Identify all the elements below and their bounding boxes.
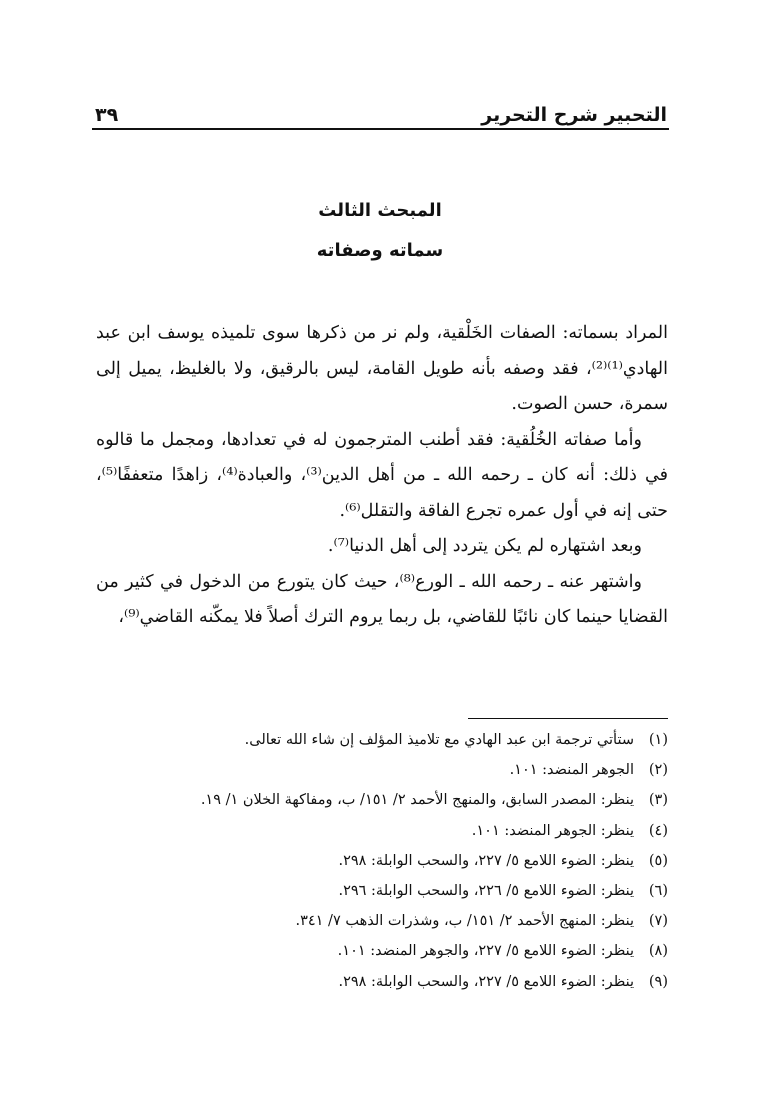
section-heading: المبحث الثالث — [318, 200, 442, 221]
running-head-title: التحبير شرح التحرير — [481, 104, 667, 126]
paragraph: واشتهر عنه ـ رحمه الله ـ الورع⁽⁸⁾، حيث كان يتورع من الدخول في كثير من القضايا حينما كان نائبًا للقاضي، بل ربما يروم الترك أصلاً فلا يمكّنه القاضي⁽⁹⁾، — [96, 571, 668, 627]
footnote-number: (٧) — [648, 913, 668, 930]
footnote-number: (٩) — [648, 973, 668, 990]
footnote-text: الجوهر المنضد: ١٠١. — [509, 762, 634, 779]
footnote — [96, 755, 668, 785]
footnote — [96, 816, 668, 846]
paragraph: وأما صفاته الخُلُقية: فقد أطنب المترجمون له في تعدادها، ومجمل ما قالوه في ذلك: أنه كان ـ رحمه الله ـ من أهل الدين⁽³⁾، والعبادة⁽⁴⁾، زاهدًا متعففًا⁽⁵⁾، حتى إنه في أول عمره تجرع الفاقة والتقلل⁽⁶⁾. — [96, 429, 669, 521]
paragraph: وبعد اشتهاره لم يكن يتردد إلى أهل الدنيا⁽⁷⁾. — [327, 536, 642, 556]
footnote-text: ينظر: المصدر السابق، والمنهج الأحمد ٢/ ١٥١/ ب، ومفاكهة الخلان ١/ ١٩. — [200, 792, 634, 809]
body-text — [96, 316, 668, 636]
footnote-number: (٢) — [648, 762, 668, 779]
footnote — [96, 725, 668, 755]
footnote-rule — [468, 718, 668, 719]
paragraph: المراد بسماته: الصفات الخَلْقية، ولم نر من ذكرها سوى تلميذه يوسف ابن عبد الهادي⁽¹⁾⁽²⁾، فقد وصفه بأنه طويل القامة، ليس بالرقيق، ولا بالغليظ، يميل إلى سمرة، حسن الصوت. — [96, 323, 668, 414]
footnote-number: (٦) — [648, 883, 668, 900]
footnote — [96, 906, 668, 936]
footnote — [96, 785, 668, 815]
footnote-text: ينظر: الضوء اللامع ٥/ ٢٢٧، والسحب الوابلة: ٢٩٨. — [338, 973, 634, 990]
footnote-text: ينظر: الضوء اللامع ٥/ ٢٢٧، والجوهر المنضد: ١٠١. — [337, 943, 634, 960]
footnote — [96, 846, 668, 876]
footnote — [96, 967, 668, 997]
footnote — [96, 876, 668, 906]
footnote — [96, 936, 668, 966]
section-title: سماته وصفاته — [316, 240, 444, 261]
footnote-number: (٥) — [648, 852, 668, 869]
page-number: ٣٩ — [95, 104, 119, 126]
footnote-text: ينظر: المنهج الأحمد ٢/ ١٥١/ ب، وشذرات الذهب ٧/ ٣٤١. — [295, 913, 634, 930]
footnote-text: ينظر: الضوء اللامع ٥/ ٢٢٧، والسحب الوابلة: ٢٩٨. — [338, 852, 634, 869]
header-rule — [92, 128, 669, 130]
footnote-text: ينظر: الضوء اللامع ٥/ ٢٢٦، والسحب الوابلة: ٢٩٦. — [338, 883, 634, 900]
running-head — [95, 96, 667, 126]
footnote-text: ستأتي ترجمة ابن عبد الهادي مع تلاميذ المؤلف إن شاء الله تعالى. — [244, 732, 634, 748]
footnote-number: (٣) — [648, 792, 668, 809]
footnote-number: (٤) — [648, 822, 668, 839]
footnote-number: (١) — [648, 732, 668, 748]
footnote-number: (٨) — [648, 943, 668, 960]
footnote-text: ينظر: الجوهر المنضد: ١٠١. — [471, 822, 634, 839]
footnotes-list — [96, 725, 668, 997]
